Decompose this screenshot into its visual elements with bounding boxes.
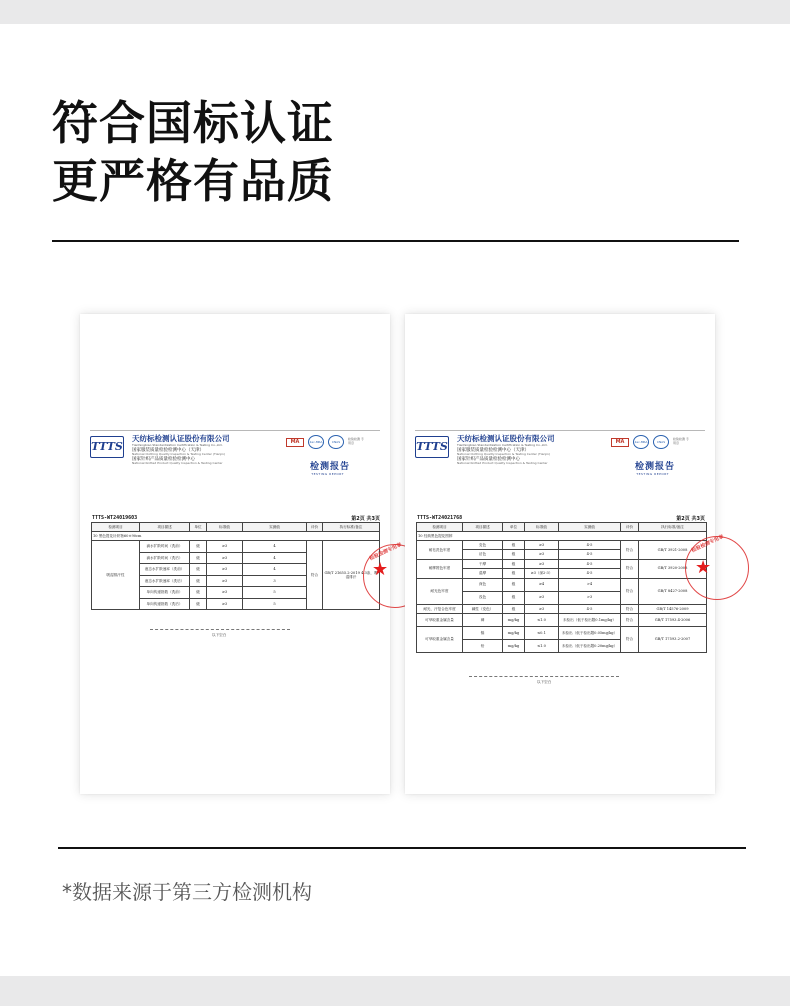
certification-marks: [286, 434, 366, 450]
cell-verdict: 符合: [621, 613, 639, 626]
end-dash-line: [469, 676, 619, 677]
seal-star-icon: ★: [372, 559, 389, 580]
ttts-logo: TTTS: [415, 436, 449, 458]
cell-value: 未检出（低于检出限0.1mg/kg）: [559, 613, 621, 626]
cell-unit: 级: [503, 578, 525, 591]
cell-std: ≥3: [207, 552, 243, 564]
top-band: [0, 0, 790, 24]
cell-standard: GB/T 17593.4-2006: [639, 613, 707, 626]
report-card-left: [80, 314, 403, 794]
center-1-en: National Clothing Quality Inspection & Testing Center (Tianjin): [132, 452, 226, 456]
col-header: 检测项目: [417, 523, 463, 532]
end-blank-text: 以下空白: [212, 633, 227, 637]
cell-value: 4-5: [559, 604, 621, 613]
cell-unit: 级: [503, 559, 525, 568]
cell-value: 3: [243, 575, 307, 587]
cell-value: >4: [559, 578, 621, 591]
sample-row: [92, 532, 380, 541]
cell-desc: 液态水扩散速率（洗后）: [140, 575, 190, 587]
report-card-right: [405, 314, 725, 794]
cell-value: 4-5: [559, 541, 621, 550]
divider-bottom: [58, 847, 746, 849]
cert-note: 检验检测 专用章: [348, 437, 364, 445]
cell-verdict: 符合: [621, 541, 639, 560]
cell-item: 耐光、汗复合色牢度: [417, 604, 463, 613]
table-row: [417, 604, 707, 613]
center-2: 国家针织产品质量检验检测中心: [132, 457, 195, 462]
cell-desc: 铅: [463, 639, 503, 652]
cell-std: ≥3: [207, 564, 243, 576]
center-1: 国家服装质量检验检测中心（天津）: [132, 448, 204, 453]
cell-standard: GB/T 21655.2-2019 4.3条，吸湿排汗: [323, 541, 380, 610]
cell-std: ≤1.0: [525, 613, 559, 626]
cell-value: 4-5: [559, 550, 621, 559]
cma-mark-icon: MA: [611, 438, 629, 447]
center-2-en: National Knitted Product Quality Inspection & Testing Center: [132, 461, 223, 465]
cell-desc: 干摩: [463, 559, 503, 568]
cell-item: 可萃取重金属含量: [417, 613, 463, 626]
cell-value: 4: [243, 541, 307, 553]
report-header: [90, 432, 380, 482]
cell-unit: 级: [503, 550, 525, 559]
cell-unit: 级: [503, 541, 525, 550]
col-header: 单位: [190, 523, 207, 532]
ilac-mark-icon: ilac-MRA: [308, 435, 324, 449]
cell-desc: 湿摩: [463, 569, 503, 578]
ttts-logo: TTTS: [90, 436, 124, 458]
center-1: 国家服装质量检验检测中心（天津）: [457, 448, 529, 453]
results-table: [416, 522, 707, 653]
cell-desc: 滴水扩散时间（洗后）: [140, 552, 190, 564]
cell-item: 耐摩擦色牢度: [417, 559, 463, 578]
cell-value: >3: [559, 591, 621, 604]
company-name-en: Tianfangbiao Standardization Certification & Testing Co.,Ltd.: [132, 443, 223, 447]
col-header: 标准值: [207, 523, 243, 532]
cell-std: ≤1.0: [525, 639, 559, 652]
report-title: 检测报告: [309, 462, 350, 472]
cell-unit: 级: [190, 541, 207, 553]
cma-mark-icon: MA: [286, 438, 304, 447]
cnas-mark-icon: CNAS: [328, 435, 344, 449]
col-header: 实测值: [559, 523, 621, 532]
cell-standard: GB/T 3921-2008: [639, 541, 707, 560]
company-name: 天纺标检测认证股份有限公司: [457, 434, 555, 443]
cell-verdict: 符合: [621, 626, 639, 652]
divider-top: [52, 240, 739, 242]
cell-verdict: 符合: [621, 604, 639, 613]
cell-desc: 单向传递指数（洗后）: [140, 598, 190, 610]
table-row: [417, 559, 707, 568]
cell-desc: 沾色: [463, 550, 503, 559]
center-1-en: National Clothing Quality Inspection & Testing Center (Tianjin): [457, 452, 551, 456]
cell-desc: 镉: [463, 626, 503, 639]
col-header: 项目描述: [463, 523, 503, 532]
cnas-mark-icon: CNAS: [653, 435, 669, 449]
cell-desc: 砷: [463, 613, 503, 626]
headline-line-1: 符合国标认证: [52, 96, 334, 150]
cell-unit: mg/kg: [503, 639, 525, 652]
table-row: [417, 541, 707, 550]
center-2: 国家针织产品质量检验检测中心: [457, 457, 520, 462]
bottom-band: [0, 976, 790, 1006]
col-header: 执行标准/备注: [323, 523, 380, 532]
cell-unit: mg/kg: [503, 626, 525, 639]
company-name: 天纺标检测认证股份有限公司: [132, 434, 230, 443]
page-edge: [415, 430, 705, 431]
cell-desc: 单向传递指数（洗前）: [140, 587, 190, 599]
source-footnote: *数据来源于第三方检测机构: [62, 880, 312, 904]
cell-value: 5: [243, 587, 307, 599]
cell-desc: 深色: [463, 578, 503, 591]
cell-std: ≥4: [525, 578, 559, 591]
cert-note: 检验检测 专用章: [673, 437, 689, 445]
cell-desc: 液态水扩散速率（洗前）: [140, 564, 190, 576]
cell-value: 4-5: [559, 559, 621, 568]
cell-unit: 级: [190, 564, 207, 576]
cell-std: ≥3（深2-3）: [525, 569, 559, 578]
cell-std: ≥3: [525, 541, 559, 550]
group-label: 吸湿排汗性: [92, 541, 140, 610]
cell-std: ≥3: [207, 541, 243, 553]
cell-value: 4: [243, 564, 307, 576]
cell-desc: 碱性（变色）: [463, 604, 503, 613]
cell-value: 未检出（低于检出限0.20mg/kg）: [559, 639, 621, 652]
table-row: [417, 613, 707, 626]
page-number: 第2页 共3页: [676, 516, 705, 522]
cell-unit: mg/kg: [503, 613, 525, 626]
cell-value: 4-5: [559, 569, 621, 578]
cell-item: 可萃取重金属含量: [417, 626, 463, 652]
table-header-row: [417, 523, 707, 532]
col-header: 单位: [503, 523, 525, 532]
cell-std: ≥3: [525, 550, 559, 559]
table-row: [92, 541, 380, 553]
sample-name: 10 黑色提花针织物60×90cm: [92, 532, 380, 541]
cell-standard: GB/T 17593.2-2007: [639, 626, 707, 652]
cell-unit: 级: [503, 591, 525, 604]
ilac-mark-icon: ilac-MRA: [633, 435, 649, 449]
cell-unit: 级: [190, 587, 207, 599]
certification-marks: [611, 434, 691, 450]
results-table: [91, 522, 380, 610]
cell-std: ≥3: [525, 559, 559, 568]
cell-value: 4: [243, 552, 307, 564]
report-number: TTTS-WT24019603: [92, 515, 138, 521]
sample-row: [417, 532, 707, 541]
cell-item: 耐光色牢度: [417, 578, 463, 604]
cell-std: ≥3: [525, 604, 559, 613]
report-header: [415, 432, 705, 482]
col-header: 检测项目: [92, 523, 140, 532]
cell-standard: GB/T 3920-2008: [639, 559, 707, 578]
col-header: 实测值: [243, 523, 307, 532]
headline-line-2: 更严格有品质: [52, 154, 334, 208]
cell-std: ≥3: [207, 587, 243, 599]
seal-star-icon: ★: [695, 557, 712, 578]
cell-unit: 级: [190, 598, 207, 610]
end-blank-text: 以下空白: [537, 680, 552, 684]
sample-name: 10 经典黑色提花围脖: [417, 532, 707, 541]
cell-std: ≥3: [207, 598, 243, 610]
cell-verdict: 符合: [621, 578, 639, 604]
cell-verdict: 符合: [621, 559, 639, 578]
report-title-en: TESTING REPORT: [636, 472, 669, 476]
center-2-en: National Knitted Product Quality Inspection & Testing Center: [457, 461, 548, 465]
cell-value: 5: [243, 598, 307, 610]
report-number: TTTS-WT24021768: [417, 515, 463, 521]
table-row: [417, 578, 707, 591]
company-name-en: Tianfangbiao Standardization Certification & Testing Co.,Ltd.: [457, 443, 548, 447]
col-header: 评价: [307, 523, 323, 532]
cell-desc: 滴水扩散时间（洗前）: [140, 541, 190, 553]
cell-desc: 浅色: [463, 591, 503, 604]
cell-value: 未检出（低于检出限0.05mg/kg）: [559, 626, 621, 639]
seal-text: 检验检测专用章: [368, 541, 403, 563]
cell-std: ≤0.1: [525, 626, 559, 639]
col-header: 标准值: [525, 523, 559, 532]
cell-std: ≥3: [525, 591, 559, 604]
col-header: 执行标准/备注: [639, 523, 707, 532]
cell-unit: 级: [503, 604, 525, 613]
cell-standard: GB/T 8427-2008: [639, 578, 707, 604]
table-row: [417, 626, 707, 639]
seal-text: 检验检测专用章: [690, 533, 725, 555]
cell-verdict: 符合: [307, 541, 323, 610]
end-dash-line: [150, 629, 290, 630]
page-number: 第2页 共3页: [351, 516, 380, 522]
cell-item: 耐皂洗色牢度: [417, 541, 463, 560]
cell-unit: 级: [503, 569, 525, 578]
table-header-row: [92, 523, 380, 532]
report-title: 检测报告: [634, 462, 675, 472]
cell-unit: 级: [190, 575, 207, 587]
report-title-en: TESTING REPORT: [311, 472, 344, 476]
col-header: 评价: [621, 523, 639, 532]
cell-std: ≥3: [207, 575, 243, 587]
cell-standard: GB/T 14576-2009: [639, 604, 707, 613]
col-header: 项目描述: [140, 523, 190, 532]
page-edge: [90, 430, 380, 431]
cell-unit: 级: [190, 552, 207, 564]
cell-desc: 变色: [463, 541, 503, 550]
